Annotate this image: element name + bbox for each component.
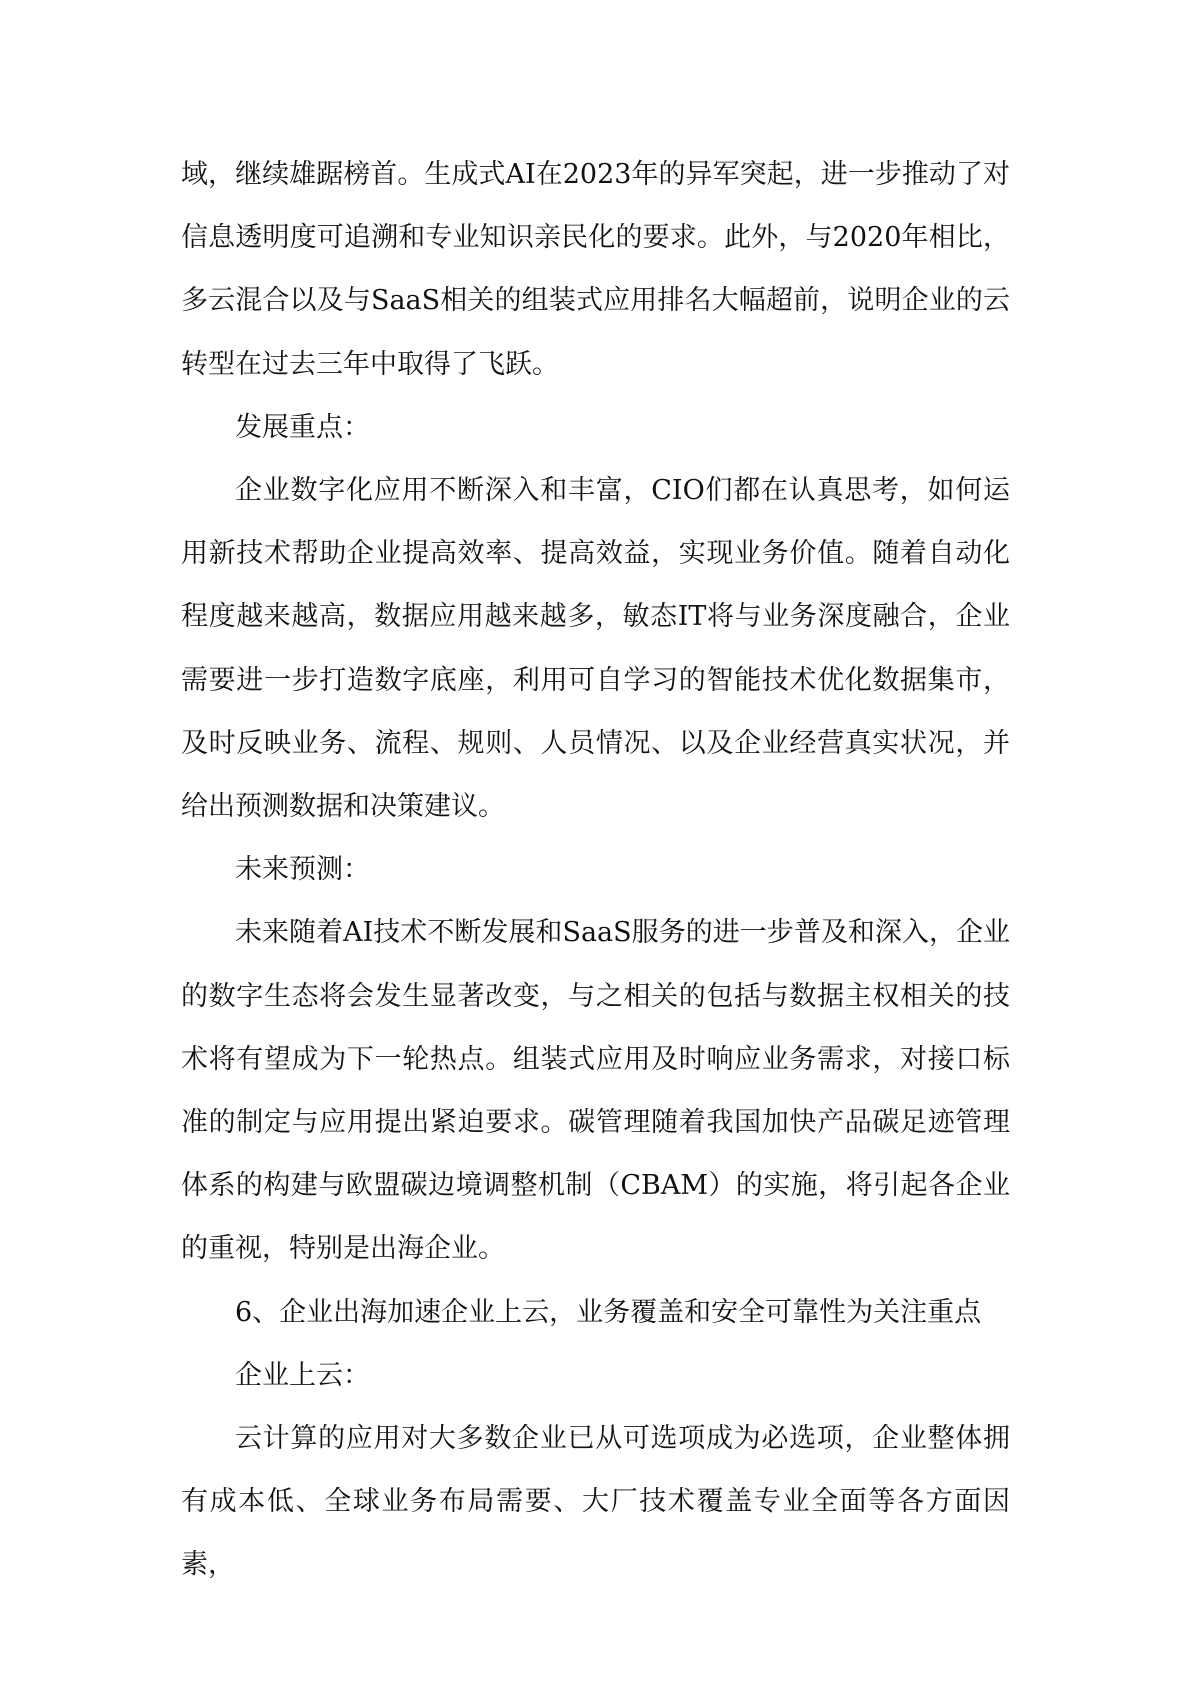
paragraph-cloud-transformation: 域，继续雄踞榜首。生成式AI在2023年的异军突起，进一步推动了对信息透明度可追溯和专业知识亲民化的要求。此外，与2020年相比，多云混合以及与SaaS相关的组装式应用排名大幅超前，说明企业的云转型在过去三年中取得了飞跃。	[181, 159, 1010, 380]
paragraph-development-focus: 企业数字化应用不断深入和丰富，CIO们都在认真思考，如何运用新技术帮助企业提高效率、提高效益，实现业务价值。随着自动化程度越来越高，数据应用越来越多，敏态IT将与业务深度融合，企业需要进一步打造数字底座，利用可自学习的智能技术优化数据集市，及时反映业务、流程、规则、人员情况、以及企业经营真实状况，并给出预测数据和决策建议。	[181, 475, 1010, 823]
body-text	[181, 143, 1010, 1597]
heading-development-focus: 发展重点：	[235, 411, 370, 443]
paragraph-enterprise-cloud: 云计算的应用对大多数企业已从可选项成为必选项，企业整体拥有成本低、全球业务布局需要、大厂技术覆盖专业全面等各方面因素，	[181, 1423, 1010, 1581]
heading-future-forecast: 未来预测：	[235, 854, 370, 886]
section-heading-6: 6、企业出海加速企业上云，业务覆盖和安全可靠性为关注重点	[235, 1296, 982, 1328]
heading-enterprise-cloud: 企业上云：	[235, 1359, 370, 1391]
paragraph-future-forecast: 未来随着AI技术不断发展和SaaS服务的进一步普及和深入，企业的数字生态将会发生显著改变，与之相关的包括与数据主权相关的技术将有望成为下一轮热点。组装式应用及时响应业务需求，对接口标准的制定与应用提出紧迫要求。碳管理随着我国加快产品碳足迹管理体系的构建与欧盟碳边境调整机制（CBAM）的实施，将引起各企业的重视，特别是出海企业。	[181, 917, 1010, 1265]
